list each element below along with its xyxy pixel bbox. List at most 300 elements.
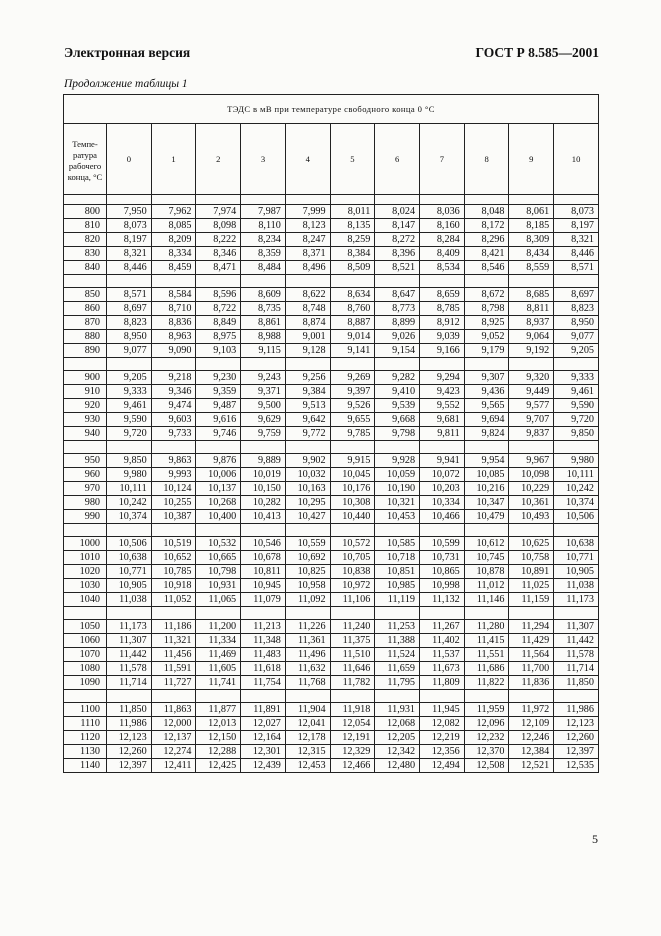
- emf-value-cell: 8,509: [330, 261, 375, 275]
- emf-value-cell: 11,200: [196, 620, 241, 634]
- emf-value-cell: 10,268: [196, 496, 241, 510]
- emf-value-cell: 9,513: [285, 399, 330, 413]
- emf-value-cell: 8,748: [285, 302, 330, 316]
- emf-value-cell: 11,361: [285, 634, 330, 648]
- spacer-cell: [375, 275, 420, 288]
- table-row: [64, 551, 599, 565]
- spacer-cell: [375, 195, 420, 205]
- emf-value-cell: 12,137: [151, 731, 196, 745]
- temperature-cell: 1040: [64, 593, 107, 607]
- emf-value-cell: 10,098: [509, 468, 554, 482]
- emf-value-cell: 11,267: [420, 620, 465, 634]
- emf-value-cell: 9,798: [375, 427, 420, 441]
- temperature-cell: 900: [64, 371, 107, 385]
- emf-value-cell: 11,524: [375, 648, 420, 662]
- edition-label: Электронная версия: [64, 45, 191, 60]
- spacer-cell: [554, 195, 599, 205]
- emf-value-cell: 10,838: [330, 565, 375, 579]
- emf-value-cell: 8,609: [241, 288, 286, 302]
- emf-value-cell: 7,987: [241, 205, 286, 219]
- emf-value-cell: 12,480: [375, 759, 420, 773]
- emf-value-cell: 11,891: [241, 703, 286, 717]
- emf-value-cell: 8,899: [375, 316, 420, 330]
- spacer-cell: [151, 358, 196, 371]
- emf-value-cell: 10,771: [107, 565, 152, 579]
- emf-value-cell: 8,484: [241, 261, 286, 275]
- emf-value-cell: 12,232: [464, 731, 509, 745]
- emf-value-cell: 8,434: [509, 247, 554, 261]
- emf-value-cell: 11,850: [107, 703, 152, 717]
- column-header: 7: [420, 124, 465, 195]
- emf-value-cell: 10,506: [107, 537, 152, 551]
- emf-value-cell: 8,259: [330, 233, 375, 247]
- emf-value-cell: 10,045: [330, 468, 375, 482]
- emf-value-cell: 8,760: [330, 302, 375, 316]
- emf-value-cell: 8,234: [241, 233, 286, 247]
- spacer-cell: [420, 275, 465, 288]
- spacer-cell: [330, 607, 375, 620]
- emf-value-cell: 10,638: [554, 537, 599, 551]
- emf-value-cell: 11,591: [151, 662, 196, 676]
- emf-value-cell: 8,396: [375, 247, 420, 261]
- temperature-cell: 1020: [64, 565, 107, 579]
- emf-value-cell: 10,242: [554, 482, 599, 496]
- emf-value-cell: 8,446: [107, 261, 152, 275]
- emf-value-cell: 11,863: [151, 703, 196, 717]
- emf-value-cell: 8,546: [464, 261, 509, 275]
- spacer-cell: [196, 358, 241, 371]
- temperature-cell: 1100: [64, 703, 107, 717]
- emf-value-cell: 11,132: [420, 593, 465, 607]
- emf-value-cell: 12,191: [330, 731, 375, 745]
- table-row: [64, 662, 599, 676]
- emf-value-cell: 8,185: [509, 219, 554, 233]
- table-row: [64, 233, 599, 247]
- column-header: 1: [151, 124, 196, 195]
- emf-value-cell: 8,024: [375, 205, 420, 219]
- emf-value-cell: 11,483: [241, 648, 286, 662]
- table-row: [64, 565, 599, 579]
- spacer-cell: [509, 441, 554, 454]
- emf-value-cell: 9,902: [285, 454, 330, 468]
- spacer-cell: [509, 195, 554, 205]
- emf-value-cell: 10,559: [285, 537, 330, 551]
- emf-value-cell: 11,025: [509, 579, 554, 593]
- emf-value-cell: 9,720: [554, 413, 599, 427]
- spacer-cell: [151, 195, 196, 205]
- temperature-cell: 860: [64, 302, 107, 316]
- table-row: [64, 399, 599, 413]
- temperature-cell: 1030: [64, 579, 107, 593]
- emf-value-cell: 8,823: [107, 316, 152, 330]
- emf-value-cell: 10,865: [420, 565, 465, 579]
- spacer-cell: [241, 441, 286, 454]
- emf-value-cell: 9,694: [464, 413, 509, 427]
- emf-value-cell: 8,073: [554, 205, 599, 219]
- emf-value-cell: 10,203: [420, 482, 465, 496]
- emf-value-cell: 9,993: [151, 468, 196, 482]
- spacer-cell: [330, 358, 375, 371]
- spacer-cell: [107, 441, 152, 454]
- emf-value-cell: 12,494: [420, 759, 465, 773]
- emf-value-cell: 9,218: [151, 371, 196, 385]
- column-header: 0: [107, 124, 152, 195]
- emf-value-cell: 9,539: [375, 399, 420, 413]
- emf-value-cell: 9,461: [554, 385, 599, 399]
- emf-value-cell: 8,371: [285, 247, 330, 261]
- spacer-cell: [420, 524, 465, 537]
- emf-value-cell: 12,123: [107, 731, 152, 745]
- emf-value-cell: 9,500: [241, 399, 286, 413]
- spacer-cell: [554, 441, 599, 454]
- column-header: 3: [241, 124, 286, 195]
- emf-value-cell: 10,361: [509, 496, 554, 510]
- emf-value-cell: 9,733: [151, 427, 196, 441]
- emf-value-cell: 9,967: [509, 454, 554, 468]
- spacer-cell: [285, 358, 330, 371]
- emf-value-cell: 10,321: [375, 496, 420, 510]
- emf-value-cell: 11,348: [241, 634, 286, 648]
- emf-value-cell: 9,642: [285, 413, 330, 427]
- emf-value-cell: 10,255: [151, 496, 196, 510]
- emf-value-cell: 12,027: [241, 717, 286, 731]
- emf-value-cell: 8,988: [241, 330, 286, 344]
- emf-value-cell: 10,387: [151, 510, 196, 524]
- emf-value-cell: 10,572: [330, 537, 375, 551]
- temperature-cell: 890: [64, 344, 107, 358]
- emf-value-cell: 8,874: [285, 316, 330, 330]
- emf-value-cell: 8,209: [151, 233, 196, 247]
- temperature-cell: 850: [64, 288, 107, 302]
- emf-value-cell: 9,320: [509, 371, 554, 385]
- emf-value-cell: 11,537: [420, 648, 465, 662]
- emf-value-cell: 10,731: [420, 551, 465, 565]
- emf-value-cell: 8,950: [554, 316, 599, 330]
- emf-value-cell: 11,564: [509, 648, 554, 662]
- temperature-cell: 1120: [64, 731, 107, 745]
- spacer-cell: [554, 275, 599, 288]
- emf-value-cell: 12,150: [196, 731, 241, 745]
- spacer-cell: [420, 441, 465, 454]
- emf-value-cell: 7,999: [285, 205, 330, 219]
- emf-value-cell: 11,727: [151, 676, 196, 690]
- emf-value-cell: 10,905: [107, 579, 152, 593]
- emf-value-cell: 10,931: [196, 579, 241, 593]
- emf-value-cell: 8,309: [509, 233, 554, 247]
- emf-value-cell: 10,798: [196, 565, 241, 579]
- emf-value-cell: 8,011: [330, 205, 375, 219]
- emf-value-cell: 10,638: [107, 551, 152, 565]
- emf-value-cell: 8,735: [241, 302, 286, 316]
- emf-value-cell: 8,073: [107, 219, 152, 233]
- emf-value-cell: 11,836: [509, 676, 554, 690]
- emf-value-cell: 10,705: [330, 551, 375, 565]
- emf-value-cell: 9,001: [285, 330, 330, 344]
- temperature-cell: 990: [64, 510, 107, 524]
- emf-value-cell: 10,891: [509, 565, 554, 579]
- emf-value-cell: 11,429: [509, 634, 554, 648]
- emf-value-cell: 9,397: [330, 385, 375, 399]
- emf-value-cell: 9,179: [464, 344, 509, 358]
- emf-value-cell: 11,442: [107, 648, 152, 662]
- group-spacer-row: [64, 195, 599, 205]
- emf-value-cell: 8,346: [196, 247, 241, 261]
- emf-value-cell: 9,077: [554, 330, 599, 344]
- spacer-cell: [196, 195, 241, 205]
- temperature-cell: 1090: [64, 676, 107, 690]
- temperature-cell: 970: [64, 482, 107, 496]
- emf-value-cell: 11,741: [196, 676, 241, 690]
- emf-value-cell: 9,772: [285, 427, 330, 441]
- emf-value-cell: 11,714: [107, 676, 152, 690]
- emf-value-cell: 10,072: [420, 468, 465, 482]
- emf-value-cell: 9,759: [241, 427, 286, 441]
- emf-value-cell: 9,154: [375, 344, 420, 358]
- emf-value-cell: 10,532: [196, 537, 241, 551]
- emf-value-cell: 12,246: [509, 731, 554, 745]
- emf-value-cell: 9,371: [241, 385, 286, 399]
- spacer-cell: [196, 690, 241, 703]
- emf-value-cell: 8,622: [285, 288, 330, 302]
- emf-value-cell: 12,054: [330, 717, 375, 731]
- emf-value-cell: 9,980: [554, 454, 599, 468]
- spacer-cell: [330, 524, 375, 537]
- emf-value-cell: 10,652: [151, 551, 196, 565]
- column-header: 5: [330, 124, 375, 195]
- table-row: [64, 427, 599, 441]
- emf-value-cell: 8,659: [420, 288, 465, 302]
- temperature-cell: 1110: [64, 717, 107, 731]
- emf-value-cell: 9,616: [196, 413, 241, 427]
- spacer-cell: [107, 524, 152, 537]
- emf-value-cell: 12,274: [151, 745, 196, 759]
- emf-value-cell: 10,479: [464, 510, 509, 524]
- table-row: [64, 247, 599, 261]
- spacer-cell: [420, 358, 465, 371]
- emf-value-cell: 8,710: [151, 302, 196, 316]
- spacer-cell: [64, 275, 107, 288]
- emf-value-cell: 11,714: [554, 662, 599, 676]
- emf-value-cell: 9,282: [375, 371, 420, 385]
- emf-value-cell: 11,307: [107, 634, 152, 648]
- table-row: [64, 468, 599, 482]
- emf-value-cell: 8,359: [241, 247, 286, 261]
- emf-value-cell: 11,159: [509, 593, 554, 607]
- emf-value-cell: 8,559: [509, 261, 554, 275]
- emf-value-cell: 11,700: [509, 662, 554, 676]
- table-row: [64, 288, 599, 302]
- emf-value-cell: 8,222: [196, 233, 241, 247]
- emf-value-cell: 11,146: [464, 593, 509, 607]
- emf-value-cell: 10,612: [464, 537, 509, 551]
- emf-value-cell: 10,216: [464, 482, 509, 496]
- emf-value-cell: 8,123: [285, 219, 330, 233]
- emf-value-cell: 8,647: [375, 288, 420, 302]
- emf-value-cell: 9,915: [330, 454, 375, 468]
- spacer-cell: [375, 358, 420, 371]
- column-header: 10: [554, 124, 599, 195]
- emf-value-cell: 10,427: [285, 510, 330, 524]
- emf-value-cell: 12,521: [509, 759, 554, 773]
- emf-value-cell: 11,334: [196, 634, 241, 648]
- emf-value-cell: 12,466: [330, 759, 375, 773]
- emf-value-cell: 11,646: [330, 662, 375, 676]
- emf-value-cell: 8,823: [554, 302, 599, 316]
- emf-value-cell: 10,519: [151, 537, 196, 551]
- emf-value-cell: 10,905: [554, 565, 599, 579]
- table-row: [64, 510, 599, 524]
- emf-value-cell: 12,082: [420, 717, 465, 731]
- group-spacer-row: [64, 524, 599, 537]
- emf-value-cell: 9,064: [509, 330, 554, 344]
- spacer-cell: [330, 690, 375, 703]
- emf-value-cell: 9,565: [464, 399, 509, 413]
- emf-value-cell: 11,673: [420, 662, 465, 676]
- spacer-cell: [554, 690, 599, 703]
- emf-value-cell: 10,625: [509, 537, 554, 551]
- emf-value-cell: 10,718: [375, 551, 420, 565]
- table-row: [64, 302, 599, 316]
- emf-value-cell: 8,773: [375, 302, 420, 316]
- emf-value-cell: 8,596: [196, 288, 241, 302]
- emf-value-cell: 10,758: [509, 551, 554, 565]
- spacer-cell: [509, 275, 554, 288]
- emf-value-cell: 11,388: [375, 634, 420, 648]
- spacer-cell: [64, 524, 107, 537]
- emf-value-cell: 10,985: [375, 579, 420, 593]
- temperature-cell: 1060: [64, 634, 107, 648]
- emf-value-cell: 8,937: [509, 316, 554, 330]
- table-row: [64, 413, 599, 427]
- table-row: [64, 496, 599, 510]
- emf-value-cell: 9,785: [330, 427, 375, 441]
- table-row: [64, 344, 599, 358]
- emf-value-cell: 9,837: [509, 427, 554, 441]
- emf-value-cell: 9,577: [509, 399, 554, 413]
- emf-value-cell: 10,137: [196, 482, 241, 496]
- emf-value-cell: 8,634: [330, 288, 375, 302]
- emf-value-cell: 12,453: [285, 759, 330, 773]
- emf-value-cell: 11,402: [420, 634, 465, 648]
- emf-value-cell: 12,329: [330, 745, 375, 759]
- table-row: [64, 731, 599, 745]
- emf-value-cell: 8,697: [107, 302, 152, 316]
- emf-value-cell: 10,918: [151, 579, 196, 593]
- emf-value-cell: 8,085: [151, 219, 196, 233]
- column-header: 9: [509, 124, 554, 195]
- emf-value-cell: 12,535: [554, 759, 599, 773]
- emf-value-cell: 9,590: [107, 413, 152, 427]
- temperature-cell: 940: [64, 427, 107, 441]
- emf-value-cell: 11,972: [509, 703, 554, 717]
- temperature-cell: 920: [64, 399, 107, 413]
- emf-value-cell: 11,822: [464, 676, 509, 690]
- emf-value-cell: 9,954: [464, 454, 509, 468]
- emf-value-cell: 12,068: [375, 717, 420, 731]
- emf-value-cell: 11,415: [464, 634, 509, 648]
- emf-value-cell: 10,878: [464, 565, 509, 579]
- spacer-cell: [64, 195, 107, 205]
- spacer-cell: [241, 275, 286, 288]
- emf-value-cell: 10,190: [375, 482, 420, 496]
- spacer-cell: [464, 690, 509, 703]
- emf-value-cell: 10,745: [464, 551, 509, 565]
- emf-value-cell: 9,115: [241, 344, 286, 358]
- emf-value-cell: 12,219: [420, 731, 465, 745]
- emf-value-cell: 9,707: [509, 413, 554, 427]
- temperature-cell: 1010: [64, 551, 107, 565]
- emf-value-cell: 9,423: [420, 385, 465, 399]
- emf-value-cell: 10,295: [285, 496, 330, 510]
- emf-value-cell: 8,912: [420, 316, 465, 330]
- temperature-cell: 1130: [64, 745, 107, 759]
- emf-value-cell: 9,655: [330, 413, 375, 427]
- spacer-cell: [509, 607, 554, 620]
- spacer-cell: [464, 441, 509, 454]
- emf-value-cell: 12,508: [464, 759, 509, 773]
- spacer-cell: [241, 690, 286, 703]
- emf-value-cell: 8,334: [151, 247, 196, 261]
- emf-value-cell: 11,877: [196, 703, 241, 717]
- emf-value-cell: 9,603: [151, 413, 196, 427]
- emf-value-cell: 9,359: [196, 385, 241, 399]
- emf-value-cell: 8,421: [464, 247, 509, 261]
- emf-value-cell: 9,307: [464, 371, 509, 385]
- emf-value-cell: 8,685: [509, 288, 554, 302]
- spacer-cell: [196, 275, 241, 288]
- spacer-cell: [241, 358, 286, 371]
- emf-value-cell: 10,599: [420, 537, 465, 551]
- spacer-cell: [330, 195, 375, 205]
- group-spacer-row: [64, 358, 599, 371]
- emf-value-cell: 9,205: [107, 371, 152, 385]
- emf-value-cell: 9,863: [151, 454, 196, 468]
- temperature-cell: 980: [64, 496, 107, 510]
- emf-value-cell: 9,811: [420, 427, 465, 441]
- temperature-cell: 880: [64, 330, 107, 344]
- emf-value-cell: 8,197: [107, 233, 152, 247]
- emf-value-cell: 9,552: [420, 399, 465, 413]
- standard-number: ГОСТ Р 8.585—2001: [475, 45, 599, 60]
- emf-value-cell: 9,461: [107, 399, 152, 413]
- spacer-cell: [420, 195, 465, 205]
- emf-value-cell: 11,918: [330, 703, 375, 717]
- emf-value-cell: 12,178: [285, 731, 330, 745]
- emf-value-cell: 12,425: [196, 759, 241, 773]
- emf-value-cell: 12,315: [285, 745, 330, 759]
- spacer-cell: [107, 195, 152, 205]
- emf-value-cell: 11,768: [285, 676, 330, 690]
- emf-value-cell: 8,384: [330, 247, 375, 261]
- emf-value-cell: 8,849: [196, 316, 241, 330]
- emf-value-cell: 10,692: [285, 551, 330, 565]
- table-row: [64, 676, 599, 690]
- emf-value-cell: 10,785: [151, 565, 196, 579]
- emf-value-cell: 8,950: [107, 330, 152, 344]
- emf-value-cell: 11,469: [196, 648, 241, 662]
- emf-value-cell: 8,135: [330, 219, 375, 233]
- emf-value-cell: 12,123: [554, 717, 599, 731]
- emf-value-cell: 8,036: [420, 205, 465, 219]
- spacer-cell: [375, 607, 420, 620]
- emf-value-cell: 12,000: [151, 717, 196, 731]
- emf-value-cell: 9,243: [241, 371, 286, 385]
- spacer-cell: [151, 524, 196, 537]
- table-row: [64, 454, 599, 468]
- emf-value-cell: 8,836: [151, 316, 196, 330]
- spacer-cell: [107, 275, 152, 288]
- emf-value-cell: 12,397: [554, 745, 599, 759]
